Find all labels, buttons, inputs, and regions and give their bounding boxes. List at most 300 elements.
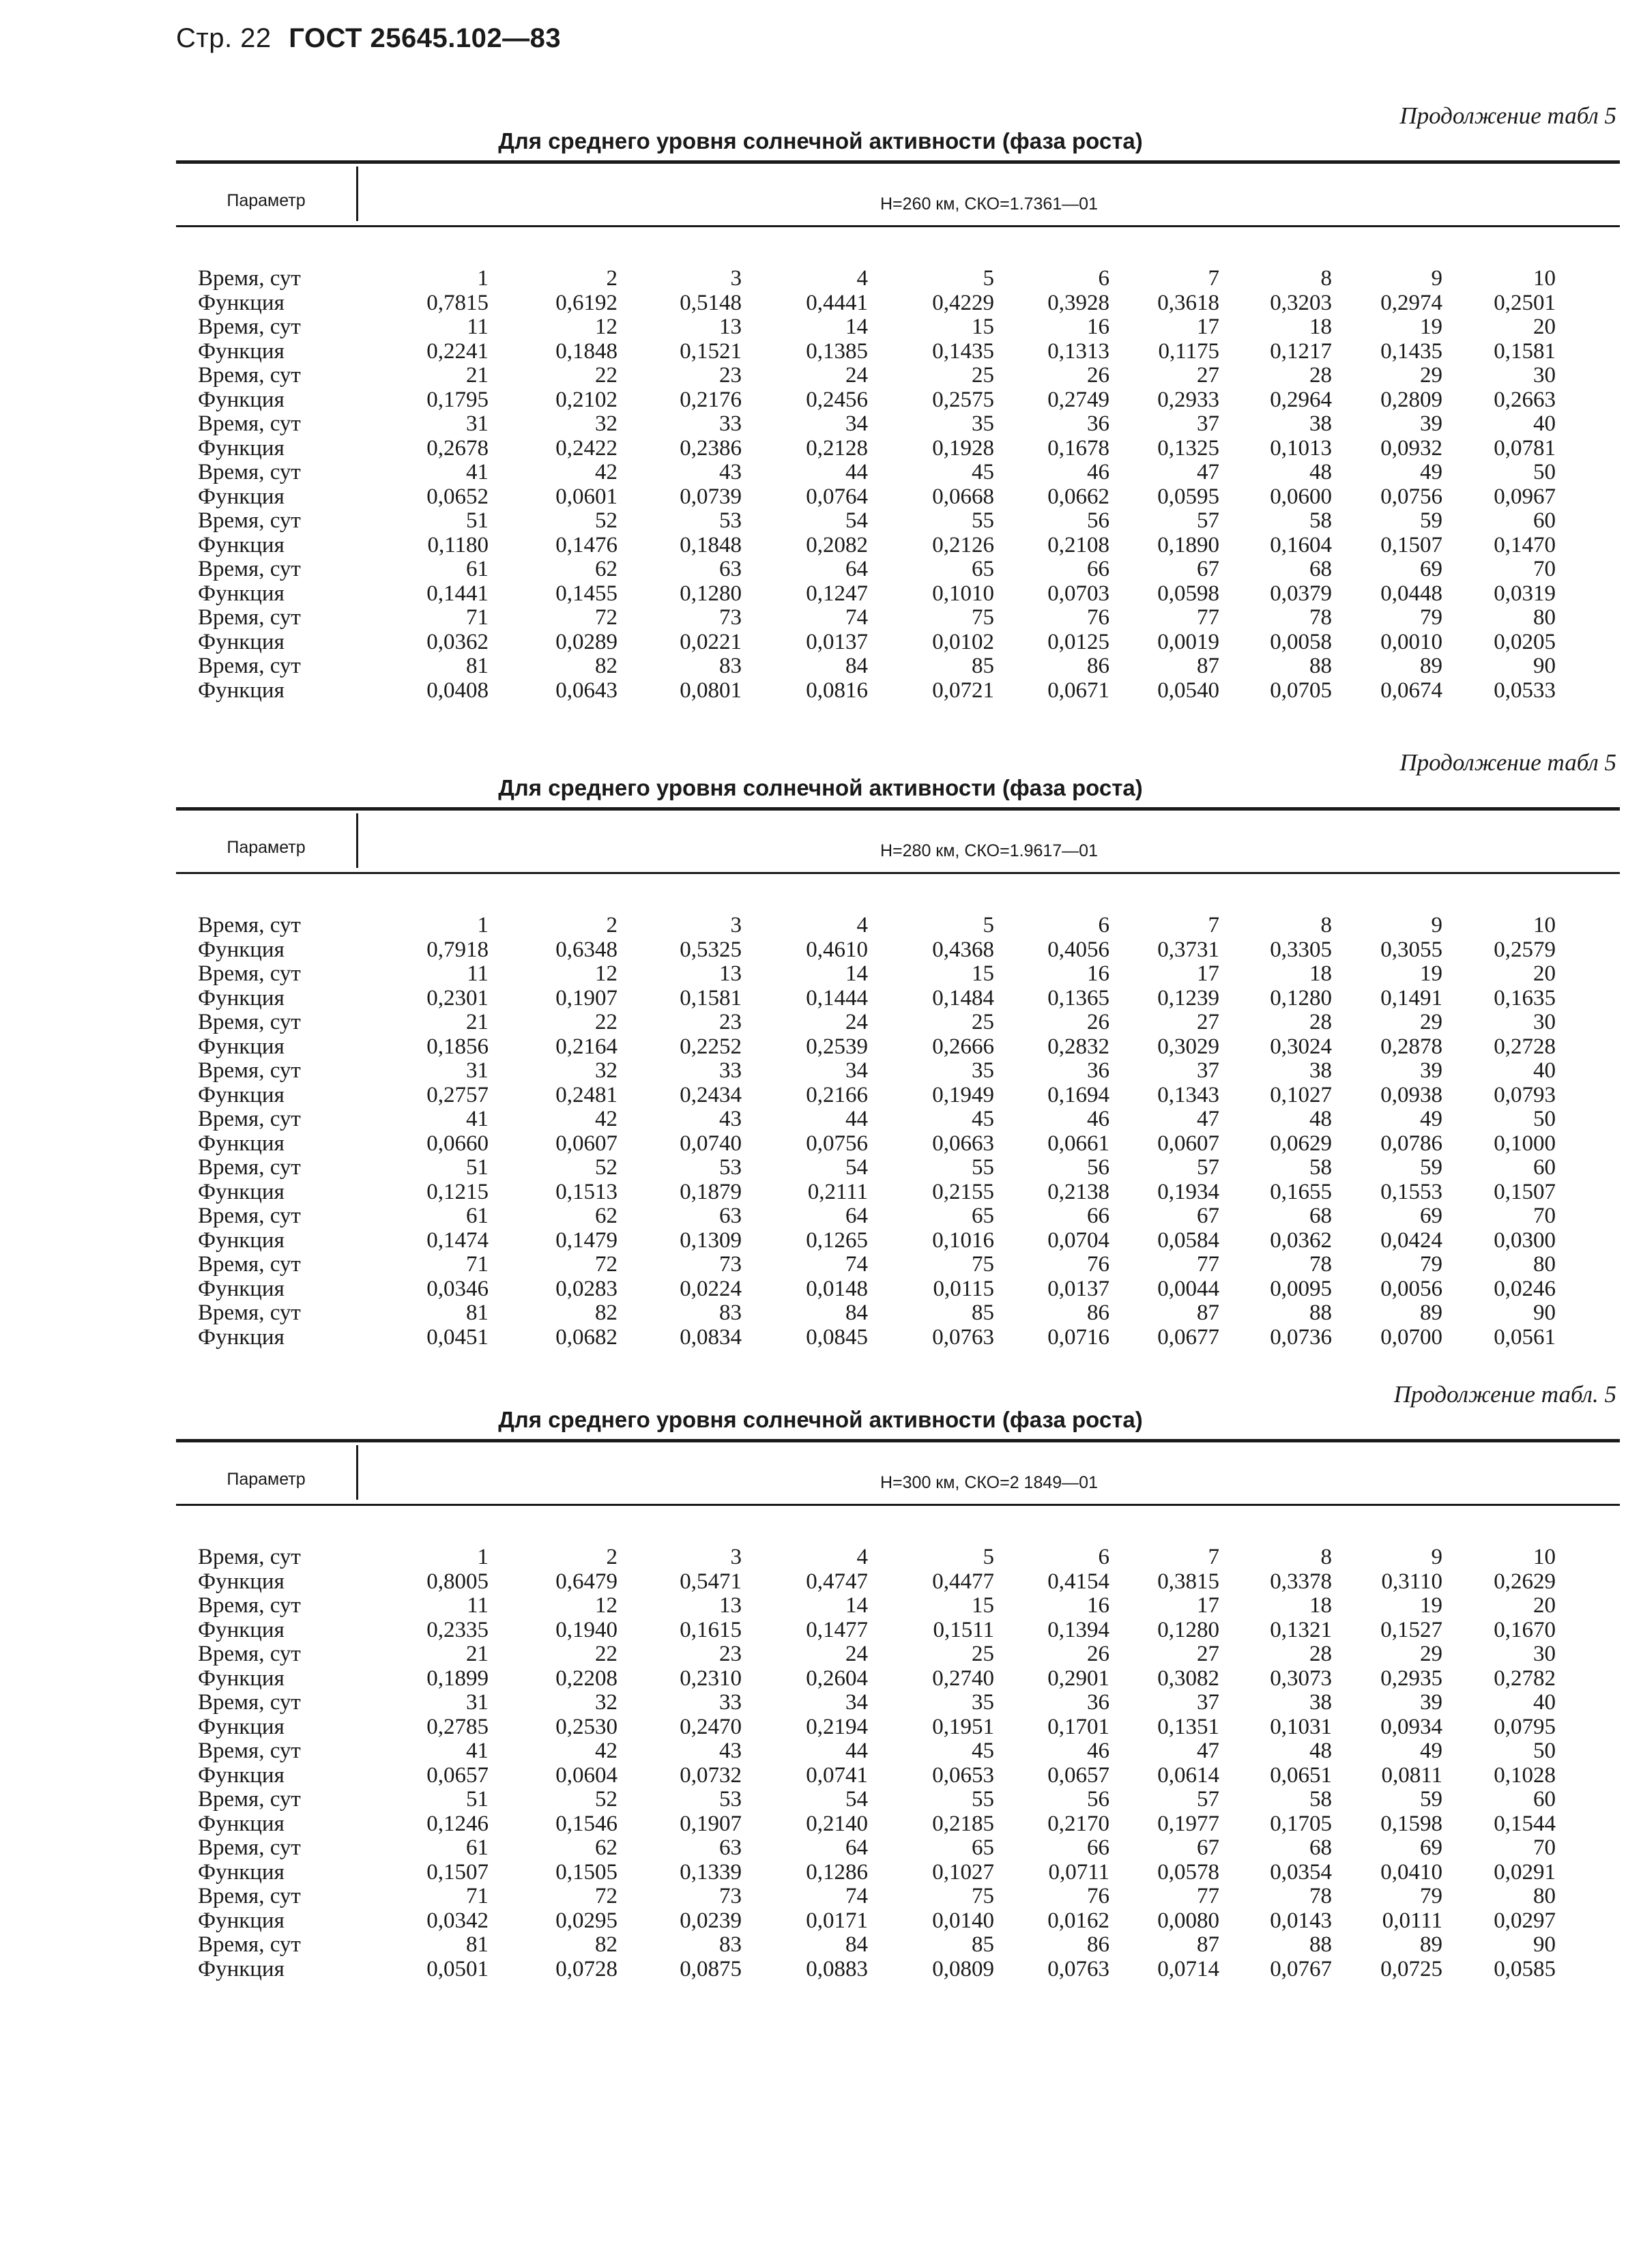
table-row [0, 364, 1641, 387]
table-cell: 8 [1320, 913, 1332, 937]
table-cell: 0,2575 [932, 387, 994, 412]
row-label: Время, сут [198, 913, 301, 937]
table-cell: 80 [1533, 1252, 1556, 1277]
table-cell: 0,2082 [806, 532, 868, 557]
row-label: Функция [198, 387, 285, 412]
table-cell: 0,0379 [1270, 581, 1332, 606]
table-cell: 62 [595, 557, 618, 581]
table-cell: 84 [845, 1300, 868, 1325]
table-cell: 0,0300 [1494, 1227, 1556, 1253]
table-cell: 18 [1309, 961, 1332, 986]
table-cell: 0,0095 [1270, 1276, 1332, 1301]
table-cell: 0,1507 [1380, 532, 1442, 557]
table-cell: 0,0044 [1157, 1276, 1219, 1301]
table-cell: 0,2164 [555, 1034, 618, 1059]
table-cell: 63 [719, 1204, 742, 1228]
table-cell: 78 [1309, 1884, 1332, 1908]
table-cell: 0,1016 [932, 1227, 994, 1253]
table-cell: 0,1010 [932, 581, 994, 606]
table-cell: 34 [845, 411, 868, 436]
table-cell: 0,0674 [1380, 678, 1442, 703]
table-cell: 4 [856, 1545, 868, 1569]
table-cell: 47 [1197, 1107, 1219, 1131]
table-cell: 36 [1087, 1058, 1109, 1083]
table-cell: 0,2155 [932, 1179, 994, 1204]
table-cell: 0,1694 [1047, 1082, 1109, 1107]
table-cell: 49 [1420, 1107, 1442, 1131]
row-label: Время, сут [198, 1884, 301, 1908]
table-cell: 0,2964 [1270, 387, 1332, 412]
table-cell: 0,1615 [680, 1617, 742, 1642]
table-block-3 [0, 1381, 1641, 1995]
table-cell: 25 [972, 1642, 994, 1666]
table-cell: 47 [1197, 460, 1219, 484]
table-cell: 84 [845, 654, 868, 678]
table-cell: 74 [845, 605, 868, 630]
table-cell: 0,1280 [1157, 1617, 1219, 1642]
table-row [0, 606, 1641, 629]
table-cell: 14 [845, 315, 868, 339]
table-cell: 0,0604 [555, 1762, 618, 1788]
table-cell: 14 [845, 1593, 868, 1618]
table-cell: 12 [595, 961, 618, 986]
table-cell: 43 [719, 1107, 742, 1131]
row-label: Функция [198, 581, 285, 606]
table-cell: 79 [1420, 1884, 1442, 1908]
table-cell: 0,0728 [555, 1956, 618, 1981]
table-cell: 0,0595 [1157, 484, 1219, 509]
table-cell: 0,2108 [1047, 532, 1109, 557]
table-cell: 0,0111 [1382, 1908, 1442, 1933]
table-cell: 3 [730, 913, 742, 937]
table-cell: 0,0408 [426, 678, 489, 703]
table-cell: 43 [719, 460, 742, 484]
row-label: Время, сут [198, 961, 301, 986]
table-cell: 77 [1197, 1252, 1219, 1277]
table-block-1 [0, 102, 1641, 716]
table-cell: 0,2728 [1494, 1034, 1556, 1059]
table-cell: 55 [972, 1155, 994, 1180]
table-cell: 72 [595, 1884, 618, 1908]
table-row [0, 1667, 1641, 1690]
table-cell: 0,2678 [426, 435, 489, 461]
table-cell: 20 [1533, 315, 1556, 339]
table-row [0, 1326, 1641, 1349]
table-cell: 52 [595, 1155, 618, 1180]
table-cell: 55 [972, 1787, 994, 1812]
table-cell: 0,2166 [806, 1082, 868, 1107]
table-cell: 15 [972, 1593, 994, 1618]
continuation-note: Продолжение табл 5 [1399, 749, 1616, 776]
table-cell: 0,1949 [932, 1082, 994, 1107]
table-cell: 0,0451 [426, 1324, 489, 1350]
row-label: Время, сут [198, 460, 301, 484]
table-cell: 58 [1309, 1787, 1332, 1812]
table-cell: 0,2310 [680, 1666, 742, 1691]
table-cell: 44 [845, 1739, 868, 1763]
row-label: Функция [198, 435, 285, 461]
table-cell: 0,1604 [1270, 532, 1332, 557]
table-cell: 0,1907 [680, 1811, 742, 1836]
table-row [0, 437, 1641, 460]
table-cell: 0,2878 [1380, 1034, 1442, 1059]
table-row [0, 1570, 1641, 1593]
table-cell: 2 [606, 913, 618, 937]
table-cell: 50 [1533, 460, 1556, 484]
table-cell: 87 [1197, 1300, 1219, 1325]
table-cell: 48 [1309, 460, 1332, 484]
table-cell: 49 [1420, 1739, 1442, 1763]
table-cell: 0,1546 [555, 1811, 618, 1836]
table-cell: 40 [1533, 1058, 1556, 1083]
table-cell: 24 [845, 1642, 868, 1666]
table-cell: 6 [1098, 1545, 1109, 1569]
table-cell: 26 [1087, 1010, 1109, 1034]
table-cell: 80 [1533, 1884, 1556, 1908]
table-cell: 0,1239 [1157, 985, 1219, 1011]
table-cell: 0,1655 [1270, 1179, 1332, 1204]
table-cell: 0,2102 [555, 387, 618, 412]
table-row [0, 1715, 1641, 1739]
row-label: Время, сут [198, 557, 301, 581]
table-cell: 0,1470 [1494, 532, 1556, 557]
table-cell: 86 [1087, 654, 1109, 678]
table-cell: 78 [1309, 1252, 1332, 1277]
table-row [0, 1156, 1641, 1179]
table-cell: 32 [595, 411, 618, 436]
table-cell: 0,3029 [1157, 1034, 1219, 1059]
table-cell: 15 [972, 961, 994, 986]
table-cell: 0,0721 [932, 678, 994, 703]
row-label: Время, сут [198, 1155, 301, 1180]
table-row [0, 485, 1641, 508]
table-cell: 0,0342 [426, 1908, 489, 1933]
row-label: Время, сут [198, 1787, 301, 1812]
table-cell: 37 [1197, 1058, 1219, 1083]
table-cell: 45 [972, 460, 994, 484]
table-cell: 22 [595, 363, 618, 388]
table-cell: 23 [719, 363, 742, 388]
table-cell: 51 [466, 1155, 489, 1180]
table-row [0, 1253, 1641, 1276]
table-cell: 11 [467, 315, 489, 339]
table-cell: 0,0643 [555, 678, 618, 703]
table-cell: 31 [466, 411, 489, 436]
table-cell: 0,3203 [1270, 290, 1332, 315]
table-cell: 64 [845, 1204, 868, 1228]
table-cell: 28 [1309, 363, 1332, 388]
table-row [0, 315, 1641, 338]
table-cell: 0,2208 [555, 1666, 618, 1691]
table-cell: 57 [1197, 508, 1219, 533]
table-cell: 56 [1087, 1155, 1109, 1180]
table-cell: 46 [1087, 1739, 1109, 1763]
table-cell: 0,3110 [1381, 1569, 1442, 1594]
row-label: Время, сут [198, 605, 301, 630]
table-cell: 81 [466, 1300, 489, 1325]
table-cell: 82 [595, 1300, 618, 1325]
table-cell: 5 [983, 913, 994, 937]
table-cell: 0,0125 [1047, 629, 1109, 654]
table-cell: 0,2126 [932, 532, 994, 557]
table-cell: 50 [1533, 1739, 1556, 1763]
table-row [0, 412, 1641, 435]
table-cell: 0,1507 [426, 1859, 489, 1885]
table-cell: 27 [1197, 363, 1219, 388]
table-cell: 27 [1197, 1010, 1219, 1034]
table-cell: 26 [1087, 1642, 1109, 1666]
table-row [0, 1836, 1641, 1859]
table-cell: 0,3731 [1157, 937, 1219, 962]
table-cell: 12 [595, 315, 618, 339]
row-label: Функция [198, 1569, 285, 1594]
table-cell: 83 [719, 654, 742, 678]
row-label: Функция [198, 1908, 285, 1933]
table-cell: 9 [1431, 266, 1442, 291]
table-cell: 0,0809 [932, 1956, 994, 1981]
table-cell: 0,2140 [806, 1811, 868, 1836]
table-cell: 57 [1197, 1155, 1219, 1180]
table-row [0, 1107, 1641, 1131]
table-cell: 0,1385 [806, 338, 868, 364]
table-cell: 59 [1420, 1787, 1442, 1812]
table-cell: 0,0019 [1157, 629, 1219, 654]
table-cell: 0,0010 [1380, 629, 1442, 654]
table-cell: 58 [1309, 1155, 1332, 1180]
table-cell: 0,4441 [806, 290, 868, 315]
table-cell: 0,3928 [1047, 290, 1109, 315]
row-label: Время, сут [198, 1545, 301, 1569]
table-cell: 68 [1309, 557, 1332, 581]
table-cell: 0,0410 [1380, 1859, 1442, 1885]
table-cell: 13 [719, 1593, 742, 1618]
table-cell: 0,4747 [806, 1569, 868, 1594]
table-cell: 53 [719, 1155, 742, 1180]
row-label: Функция [198, 1956, 285, 1981]
table-cell: 47 [1197, 1739, 1219, 1763]
table-cell: 52 [595, 1787, 618, 1812]
table-cell: 33 [719, 411, 742, 436]
table-cell: 22 [595, 1010, 618, 1034]
page-number: Стр. 22 [176, 23, 272, 53]
table-row [0, 1084, 1641, 1107]
table-cell: 33 [719, 1058, 742, 1083]
row-label: Функция [198, 484, 285, 509]
table-cell: 42 [595, 1739, 618, 1763]
table-cell: 20 [1533, 961, 1556, 986]
table-cell: 0,0137 [1047, 1276, 1109, 1301]
table-cell: 0,0629 [1270, 1131, 1332, 1156]
table-cell: 69 [1420, 1204, 1442, 1228]
table-row [0, 1204, 1641, 1227]
table-cell: 0,0739 [680, 484, 742, 509]
table-cell: 57 [1197, 1787, 1219, 1812]
table-cell: 0,1321 [1270, 1617, 1332, 1642]
row-label: Функция [198, 985, 285, 1011]
table-row [0, 1545, 1641, 1569]
table-cell: 0,0845 [806, 1324, 868, 1350]
table-cell: 0,5471 [680, 1569, 742, 1594]
table-cell: 15 [972, 315, 994, 339]
table-cell: 18 [1309, 1593, 1332, 1618]
table-cell: 0,2434 [680, 1082, 742, 1107]
table-cell: 0,1313 [1047, 338, 1109, 364]
table-cell: 0,1309 [680, 1227, 742, 1253]
table-cell: 81 [466, 654, 489, 678]
table-cell: 62 [595, 1204, 618, 1228]
table-cell: 58 [1309, 508, 1332, 533]
row-label: Функция [198, 1324, 285, 1350]
table-cell: 21 [466, 363, 489, 388]
table-cell: 0,0795 [1494, 1714, 1556, 1739]
table-cell: 0,7815 [426, 290, 489, 315]
table-row [0, 1180, 1641, 1204]
header-bottom-rule [176, 225, 1620, 227]
table-cell: 0,1280 [680, 581, 742, 606]
table-row [0, 509, 1641, 532]
table-cell: 0,1977 [1157, 1811, 1219, 1836]
table-cell: 0,2809 [1380, 387, 1442, 412]
row-label: Функция [198, 1811, 285, 1836]
table-cell: 0,1890 [1157, 532, 1219, 557]
table-cell: 0,0137 [806, 629, 868, 654]
table-cell: 21 [466, 1642, 489, 1666]
table-cell: 8 [1320, 1545, 1332, 1569]
table-top-rule [176, 160, 1620, 164]
table-cell: 53 [719, 508, 742, 533]
table-cell: 83 [719, 1300, 742, 1325]
table-cell: 23 [719, 1642, 742, 1666]
table-cell: 0,0102 [932, 629, 994, 654]
table-cell: 34 [845, 1058, 868, 1083]
table-cell: 7 [1208, 913, 1219, 937]
table-cell: 0,5148 [680, 290, 742, 315]
table-cell: 13 [719, 315, 742, 339]
table-cell: 40 [1533, 411, 1556, 436]
table-cell: 0,2138 [1047, 1179, 1109, 1204]
table-cell: 0,2579 [1494, 937, 1556, 962]
table-cell: 83 [719, 1932, 742, 1957]
table-cell: 0,2629 [1494, 1569, 1556, 1594]
row-label: Время, сут [198, 508, 301, 533]
table-cell: 0,2782 [1494, 1666, 1556, 1691]
table-cell: 39 [1420, 1058, 1442, 1083]
table-cell: 0,0362 [426, 629, 489, 654]
table-cell: 28 [1309, 1642, 1332, 1666]
table-cell: 0,0653 [932, 1762, 994, 1788]
table-cell: 0,1701 [1047, 1714, 1109, 1739]
table-row [0, 461, 1641, 484]
table-cell: 2 [606, 1545, 618, 1569]
table-block-2 [0, 749, 1641, 1363]
table-cell: 41 [466, 1107, 489, 1131]
table-row [0, 1788, 1641, 1811]
table-cell: 36 [1087, 411, 1109, 436]
row-label: Функция [198, 1179, 285, 1204]
table-cell: 0,4368 [932, 937, 994, 962]
table-cell: 41 [466, 1739, 489, 1763]
page-header [176, 23, 561, 54]
table-cell: 0,1031 [1270, 1714, 1332, 1739]
table-cell: 77 [1197, 1884, 1219, 1908]
table-cell: 41 [466, 460, 489, 484]
row-label: Функция [198, 1082, 285, 1107]
table-cell: 89 [1420, 1932, 1442, 1957]
table-row [0, 340, 1641, 363]
table-cell: 0,2539 [806, 1034, 868, 1059]
table-cell: 0,0763 [1047, 1956, 1109, 1981]
table-cell: 0,0793 [1494, 1082, 1556, 1107]
table-cell: 42 [595, 460, 618, 484]
table-cell: 14 [845, 961, 868, 986]
table-cell: 88 [1309, 1300, 1332, 1325]
table-cell: 42 [595, 1107, 618, 1131]
table-cell: 51 [466, 508, 489, 533]
table-row [0, 914, 1641, 937]
table-cell: 0,1027 [1270, 1082, 1332, 1107]
table-cell: 0,0875 [680, 1956, 742, 1981]
table-cell: 90 [1533, 1300, 1556, 1325]
table-cell: 70 [1533, 557, 1556, 581]
table-cell: 0,1635 [1494, 985, 1556, 1011]
table-cell: 66 [1087, 1835, 1109, 1860]
table-cell: 0,3024 [1270, 1034, 1332, 1059]
table-cell: 0,1476 [555, 532, 618, 557]
table-cell: 48 [1309, 1107, 1332, 1131]
row-label: Время, сут [198, 1835, 301, 1860]
table-cell: 76 [1087, 1252, 1109, 1277]
table-cell: 17 [1197, 1593, 1219, 1618]
table-cell: 0,1215 [426, 1179, 489, 1204]
table-cell: 43 [719, 1739, 742, 1763]
table-cell: 0,2176 [680, 387, 742, 412]
table-cell: 77 [1197, 605, 1219, 630]
table-cell: 0,0934 [1380, 1714, 1442, 1739]
table-cell: 7 [1208, 266, 1219, 291]
table-cell: 0,0578 [1157, 1859, 1219, 1885]
table-cell: 80 [1533, 605, 1556, 630]
table-cell: 0,1598 [1380, 1811, 1442, 1836]
table-cell: 65 [972, 1204, 994, 1228]
table-cell: 0,1455 [555, 581, 618, 606]
table-cell: 0,2111 [807, 1179, 868, 1204]
table-cell: 0,0663 [932, 1131, 994, 1156]
table-row [0, 1691, 1641, 1714]
table-cell: 38 [1309, 1690, 1332, 1715]
table-cell: 0,3082 [1157, 1666, 1219, 1691]
row-label: Функция [198, 532, 285, 557]
table-cell: 0,0162 [1047, 1908, 1109, 1933]
table-cell: 0,2470 [680, 1714, 742, 1739]
table-cell: 17 [1197, 315, 1219, 339]
table-row [0, 630, 1641, 654]
table-top-rule [176, 1439, 1620, 1442]
table-cell: 0,1848 [555, 338, 618, 364]
table-cell: 0,1246 [426, 1811, 489, 1836]
table-cell: 0,0763 [932, 1324, 994, 1350]
table-cell: 0,0291 [1494, 1859, 1556, 1885]
table-cell: 0,0756 [1380, 484, 1442, 509]
table-cell: 24 [845, 1010, 868, 1034]
table-cell: 85 [972, 1932, 994, 1957]
table-cell: 88 [1309, 654, 1332, 678]
row-label: Время, сут [198, 1010, 301, 1034]
table-cell: 0,1513 [555, 1179, 618, 1204]
table-cell: 0,2832 [1047, 1034, 1109, 1059]
table-cell: 90 [1533, 1932, 1556, 1957]
table-cell: 0,1951 [932, 1714, 994, 1739]
table-cell: 0,0657 [426, 1762, 489, 1788]
